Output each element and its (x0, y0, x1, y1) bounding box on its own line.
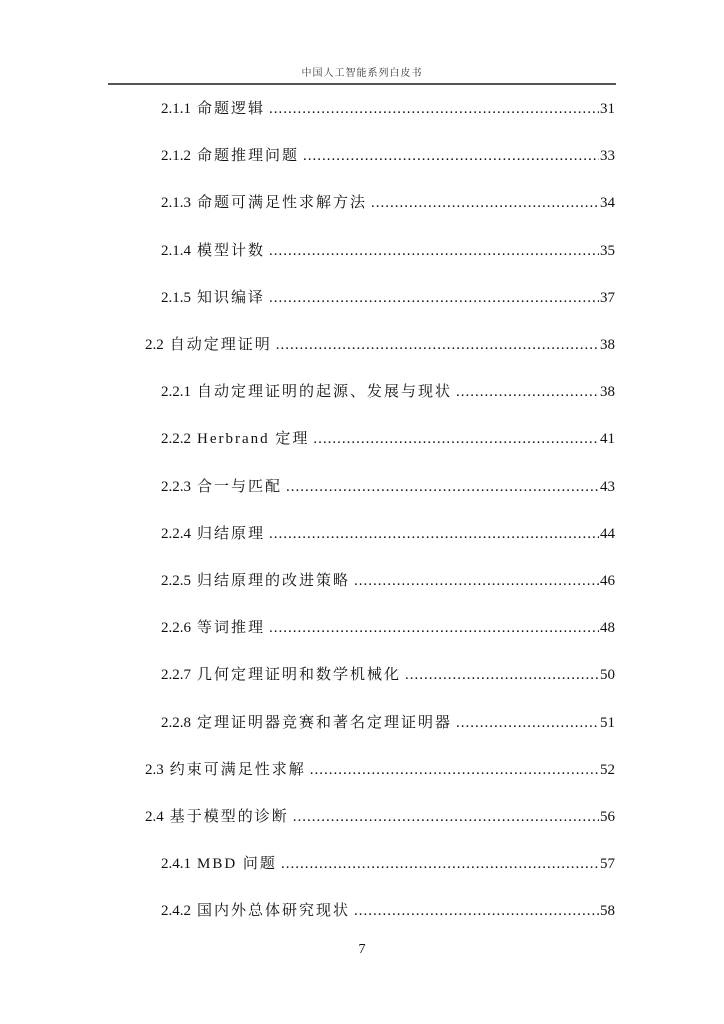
dot-leader (269, 617, 599, 639)
toc-entry-title: 归结原理的改进策略 (197, 573, 351, 589)
page-number: 7 (358, 942, 366, 957)
toc-entry-page: 46 (600, 573, 615, 589)
toc-entry-number: 2.1.5 (161, 289, 191, 306)
toc-entry-number: 2.2.5 (161, 573, 191, 589)
toc-entry-page: 44 (600, 525, 615, 542)
toc-entry-number: 2.2.2 (161, 431, 191, 448)
toc-entry-number: 2.2.3 (161, 478, 191, 495)
toc-entry[interactable] (161, 428, 615, 450)
toc-entry[interactable] (161, 240, 615, 262)
toc-entry-page: 48 (600, 620, 615, 637)
dot-leader (269, 240, 599, 262)
toc-entry-title: 命题可满足性求解方法 (197, 195, 368, 212)
toc-entry-page: 34 (600, 195, 615, 212)
toc-entry-number: 2.1.3 (161, 195, 191, 212)
toc-entry-page: 51 (600, 714, 615, 731)
toc-entry-number: 2.4 (145, 809, 164, 825)
header-rule (108, 83, 616, 85)
toc-entry-title: MBD 问题 (197, 856, 277, 873)
dot-leader (354, 570, 599, 592)
running-header: 中国人工智能系列白皮书 (301, 68, 423, 79)
toc-entry-title: 归结原理 (197, 525, 266, 542)
toc-entry-page: 41 (600, 431, 615, 448)
toc-entry[interactable] (161, 476, 615, 498)
toc-entry[interactable] (161, 287, 615, 309)
dot-leader (269, 98, 599, 120)
dot-leader (313, 428, 599, 450)
dot-leader (371, 192, 599, 214)
toc-entry[interactable] (161, 664, 615, 686)
toc-entry-title: 模型计数 (197, 242, 266, 259)
dot-leader (303, 145, 599, 167)
toc-entry-number: 2.2.8 (161, 714, 191, 731)
toc-entry[interactable] (161, 192, 615, 214)
toc-entry-title: 自动定理证明的起源、发展与现状 (197, 384, 453, 401)
toc-entry-number: 2.1.4 (161, 242, 191, 259)
toc-entry-number: 2.4.1 (161, 856, 191, 873)
dot-leader (281, 853, 599, 875)
dot-leader (405, 664, 599, 686)
toc-entry-page: 57 (600, 856, 615, 873)
toc-entry[interactable] (145, 806, 615, 828)
toc-entry-page: 43 (600, 478, 615, 495)
toc-entry-page: 56 (600, 809, 615, 825)
toc-entry[interactable] (161, 523, 615, 545)
toc-entry-page: 52 (600, 761, 615, 778)
dot-leader (286, 476, 599, 498)
toc-entry-page: 35 (600, 242, 615, 259)
toc-entry-page: 58 (600, 903, 615, 920)
toc-entry[interactable] (145, 759, 615, 781)
toc-entry-title: 约束可满足性求解 (169, 761, 306, 778)
toc-entry-title: 命题逻辑 (197, 101, 266, 117)
toc-entry[interactable] (161, 900, 615, 922)
toc-entry-number: 2.1.1 (161, 101, 191, 117)
toc-entry[interactable] (161, 853, 615, 875)
dot-leader (269, 523, 599, 545)
toc-entry-page: 38 (600, 384, 615, 401)
toc-entry-title: 知识编译 (197, 289, 266, 306)
dot-leader (456, 712, 599, 734)
toc-entry-page: 37 (600, 289, 615, 306)
toc-entry[interactable] (161, 381, 615, 403)
toc-entry-title: Herbrand 定理 (197, 431, 310, 448)
dot-leader (310, 759, 599, 781)
toc-entry-number: 2.2.4 (161, 525, 191, 542)
dot-leader (456, 381, 599, 403)
toc-entry[interactable] (145, 334, 615, 356)
toc-entry-number: 2.2.1 (161, 384, 191, 401)
toc-entry[interactable] (161, 617, 615, 639)
toc-entry-number: 2.2.6 (161, 620, 191, 637)
toc-entry-title: 几何定理证明和数学机械化 (197, 667, 402, 684)
toc-entry-title: 自动定理证明 (169, 337, 272, 353)
toc-entry-number: 2.2 (145, 337, 164, 353)
toc-entry[interactable] (161, 570, 615, 592)
toc-entry-number: 2.2.7 (161, 667, 191, 684)
dot-leader (293, 806, 599, 828)
toc-entry-title: 命题推理问题 (197, 148, 300, 165)
dot-leader (276, 334, 599, 356)
toc-entry-number: 2.4.2 (161, 903, 191, 920)
toc-entry-page: 50 (600, 667, 615, 684)
toc-entry-title: 基于模型的诊断 (169, 809, 289, 825)
toc-entry-title: 定理证明器竞赛和著名定理证明器 (197, 714, 453, 731)
toc-entry-number: 2.1.2 (161, 148, 191, 165)
toc-entry-title: 国内外总体研究现状 (197, 903, 351, 920)
dot-leader (269, 287, 599, 309)
dot-leader (354, 900, 599, 922)
toc-entry-number: 2.3 (145, 761, 164, 778)
toc-entry[interactable] (161, 712, 615, 734)
toc-entry-page: 31 (600, 101, 615, 117)
toc-entry-title: 合一与匹配 (197, 478, 283, 495)
toc-entry-page: 33 (600, 148, 615, 165)
toc-entry[interactable] (161, 145, 615, 167)
toc-entry-page: 38 (600, 337, 615, 353)
toc-entry[interactable] (161, 98, 615, 120)
toc-entry-title: 等词推理 (197, 620, 266, 637)
